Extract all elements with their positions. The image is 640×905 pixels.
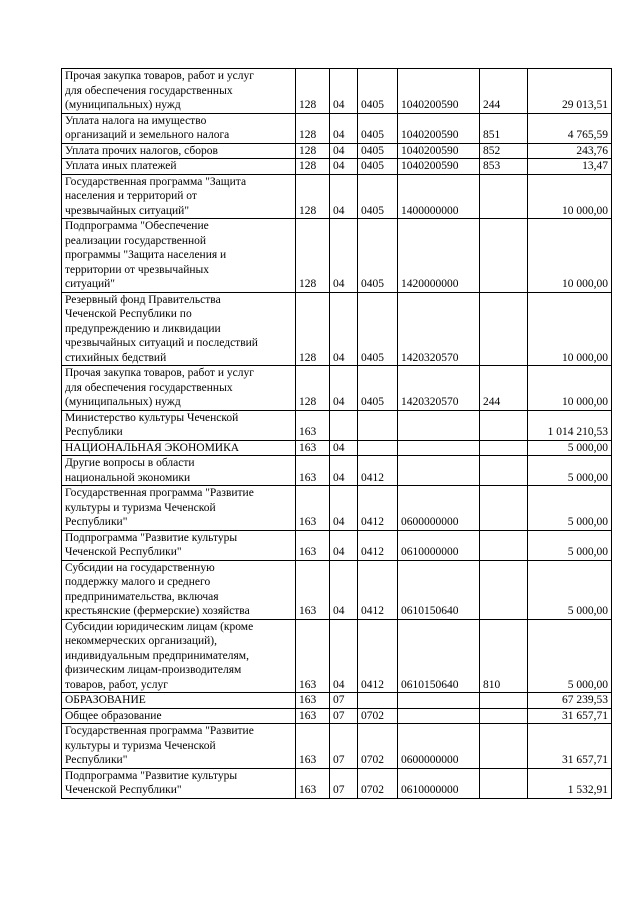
table-row <box>62 693 612 709</box>
row-grbs-cell: 163 <box>296 724 330 769</box>
row-section-cell: 04 <box>330 219 358 293</box>
row-grbs-cell: 163 <box>296 486 330 531</box>
row-section-cell: 04 <box>330 292 358 366</box>
row-amount-cell: 5 000,00 <box>528 530 612 560</box>
row-subsection-cell: 0405 <box>358 292 398 366</box>
table-row <box>62 530 612 560</box>
table-row <box>62 143 612 159</box>
row-subsection-cell: 0702 <box>358 724 398 769</box>
table-row <box>62 486 612 531</box>
table-row <box>62 768 612 798</box>
row-target-article-cell: 0600000000 <box>398 486 480 531</box>
row-amount-cell: 5 000,00 <box>528 486 612 531</box>
row-grbs-cell: 163 <box>296 693 330 709</box>
row-expense-type-cell <box>480 292 528 366</box>
row-amount-cell: 1 532,91 <box>528 768 612 798</box>
table-row <box>62 440 612 456</box>
row-name-cell: Государственная программа "Развитие культуры и туризма Чеченской Республики" <box>62 486 296 531</box>
row-name-cell: Прочая закупка товаров, работ и услуг для обеспечения государственных (муниципальных) нужд <box>62 366 296 411</box>
row-grbs-cell: 163 <box>296 619 330 693</box>
row-section-cell: 04 <box>330 143 358 159</box>
row-target-article-cell: 1040200590 <box>398 69 480 114</box>
row-target-article-cell: 1040200590 <box>398 143 480 159</box>
row-subsection-cell: 0405 <box>358 366 398 411</box>
row-target-article-cell <box>398 693 480 709</box>
row-subsection-cell: 0405 <box>358 219 398 293</box>
row-section-cell: 04 <box>330 113 358 143</box>
row-name-cell: Уплата налога на имущество организаций и земельного налога <box>62 113 296 143</box>
row-amount-cell: 31 657,71 <box>528 708 612 724</box>
row-grbs-cell: 128 <box>296 143 330 159</box>
row-section-cell: 04 <box>330 560 358 619</box>
row-grbs-cell: 163 <box>296 768 330 798</box>
row-amount-cell: 5 000,00 <box>528 619 612 693</box>
row-expense-type-cell <box>480 560 528 619</box>
table-row <box>62 219 612 293</box>
row-name-cell: Государственная программа "Защита населения и территорий от чрезвычайных ситуаций" <box>62 174 296 219</box>
row-subsection-cell: 0405 <box>358 113 398 143</box>
row-subsection-cell: 0412 <box>358 560 398 619</box>
row-amount-cell: 10 000,00 <box>528 366 612 411</box>
row-name-cell: ОБРАЗОВАНИЕ <box>62 693 296 709</box>
row-grbs-cell: 128 <box>296 174 330 219</box>
table-row <box>62 292 612 366</box>
row-grbs-cell: 163 <box>296 440 330 456</box>
row-subsection-cell <box>358 440 398 456</box>
row-section-cell: 04 <box>330 530 358 560</box>
row-name-cell: Уплата прочих налогов, сборов <box>62 143 296 159</box>
row-name-cell: Министерство культуры Чеченской Республики <box>62 410 296 440</box>
row-expense-type-cell <box>480 219 528 293</box>
row-amount-cell: 5 000,00 <box>528 440 612 456</box>
table-row <box>62 113 612 143</box>
row-subsection-cell: 0702 <box>358 708 398 724</box>
row-subsection-cell <box>358 693 398 709</box>
row-target-article-cell: 1400000000 <box>398 174 480 219</box>
row-target-article-cell: 1040200590 <box>398 159 480 175</box>
row-grbs-cell: 163 <box>296 560 330 619</box>
row-subsection-cell: 0412 <box>358 619 398 693</box>
row-section-cell <box>330 410 358 440</box>
row-target-article-cell <box>398 440 480 456</box>
table-row <box>62 159 612 175</box>
row-target-article-cell: 0610150640 <box>398 619 480 693</box>
table-row <box>62 619 612 693</box>
row-expense-type-cell <box>480 410 528 440</box>
table-row <box>62 69 612 114</box>
row-target-article-cell <box>398 456 480 486</box>
row-expense-type-cell: 852 <box>480 143 528 159</box>
row-grbs-cell: 128 <box>296 113 330 143</box>
row-target-article-cell: 0610000000 <box>398 768 480 798</box>
row-name-cell: Субсидии на государственную поддержку малого и среднего предпринимательства, включая крестьянские (фермерские) хозяйства <box>62 560 296 619</box>
row-section-cell: 04 <box>330 174 358 219</box>
row-grbs-cell: 163 <box>296 456 330 486</box>
budget-table <box>61 68 612 799</box>
row-target-article-cell <box>398 410 480 440</box>
row-grbs-cell: 128 <box>296 219 330 293</box>
row-section-cell: 07 <box>330 693 358 709</box>
row-expense-type-cell: 810 <box>480 619 528 693</box>
row-section-cell: 04 <box>330 159 358 175</box>
row-name-cell: Государственная программа "Развитие культуры и туризма Чеченской Республики" <box>62 724 296 769</box>
row-expense-type-cell <box>480 174 528 219</box>
table-row <box>62 560 612 619</box>
row-amount-cell: 5 000,00 <box>528 560 612 619</box>
row-subsection-cell: 0405 <box>358 174 398 219</box>
row-section-cell: 07 <box>330 724 358 769</box>
row-section-cell: 07 <box>330 708 358 724</box>
row-target-article-cell <box>398 708 480 724</box>
row-name-cell: Субсидии юридическим лицам (кроме некоммерческих организаций), индивидуальным предпринимателям, физическим лицам-производителям товаров, работ, услуг <box>62 619 296 693</box>
row-section-cell: 04 <box>330 366 358 411</box>
row-section-cell: 04 <box>330 440 358 456</box>
row-expense-type-cell: 244 <box>480 69 528 114</box>
row-expense-type-cell: 244 <box>480 366 528 411</box>
row-target-article-cell: 0610150640 <box>398 560 480 619</box>
row-section-cell: 04 <box>330 69 358 114</box>
row-name-cell: Резервный фонд Правительства Чеченской Республики по предупреждению и ликвидации чрезвычайных ситуаций и последствий стихийных бедствий <box>62 292 296 366</box>
row-amount-cell: 1 014 210,53 <box>528 410 612 440</box>
row-amount-cell: 5 000,00 <box>528 456 612 486</box>
row-grbs-cell: 128 <box>296 292 330 366</box>
row-target-article-cell: 0610000000 <box>398 530 480 560</box>
row-section-cell: 04 <box>330 619 358 693</box>
row-grbs-cell: 163 <box>296 410 330 440</box>
row-amount-cell: 31 657,71 <box>528 724 612 769</box>
row-grbs-cell: 128 <box>296 159 330 175</box>
row-expense-type-cell <box>480 693 528 709</box>
row-expense-type-cell <box>480 530 528 560</box>
row-amount-cell: 29 013,51 <box>528 69 612 114</box>
row-expense-type-cell <box>480 708 528 724</box>
table-row <box>62 366 612 411</box>
table-row <box>62 724 612 769</box>
table-row <box>62 708 612 724</box>
row-section-cell: 07 <box>330 768 358 798</box>
row-name-cell: Подпрограмма "Развитие культуры Чеченской Республики" <box>62 768 296 798</box>
row-amount-cell: 4 765,59 <box>528 113 612 143</box>
row-name-cell: НАЦИОНАЛЬНАЯ ЭКОНОМИКА <box>62 440 296 456</box>
row-subsection-cell: 0405 <box>358 159 398 175</box>
row-amount-cell: 10 000,00 <box>528 292 612 366</box>
row-name-cell: Подпрограмма "Развитие культуры Чеченской Республики" <box>62 530 296 560</box>
row-section-cell: 04 <box>330 456 358 486</box>
table-row <box>62 410 612 440</box>
row-name-cell: Прочая закупка товаров, работ и услуг для обеспечения государственных (муниципальных) нужд <box>62 69 296 114</box>
row-subsection-cell: 0405 <box>358 69 398 114</box>
row-expense-type-cell <box>480 456 528 486</box>
row-grbs-cell: 128 <box>296 366 330 411</box>
row-target-article-cell: 1040200590 <box>398 113 480 143</box>
row-section-cell: 04 <box>330 486 358 531</box>
row-amount-cell: 10 000,00 <box>528 174 612 219</box>
row-amount-cell: 243,76 <box>528 143 612 159</box>
row-subsection-cell <box>358 410 398 440</box>
row-subsection-cell: 0412 <box>358 486 398 531</box>
row-expense-type-cell <box>480 768 528 798</box>
row-grbs-cell: 128 <box>296 69 330 114</box>
row-target-article-cell: 1420320570 <box>398 292 480 366</box>
row-subsection-cell: 0405 <box>358 143 398 159</box>
row-name-cell: Общее образование <box>62 708 296 724</box>
row-subsection-cell: 0412 <box>358 530 398 560</box>
row-name-cell: Уплата иных платежей <box>62 159 296 175</box>
row-grbs-cell: 163 <box>296 708 330 724</box>
row-expense-type-cell <box>480 724 528 769</box>
row-target-article-cell: 1420000000 <box>398 219 480 293</box>
row-expense-type-cell: 851 <box>480 113 528 143</box>
row-target-article-cell: 1420320570 <box>398 366 480 411</box>
row-target-article-cell: 0600000000 <box>398 724 480 769</box>
budget-table-body <box>62 69 612 799</box>
row-expense-type-cell <box>480 440 528 456</box>
row-grbs-cell: 163 <box>296 530 330 560</box>
row-expense-type-cell: 853 <box>480 159 528 175</box>
table-row <box>62 174 612 219</box>
row-subsection-cell: 0412 <box>358 456 398 486</box>
row-name-cell: Другие вопросы в области национальной экономики <box>62 456 296 486</box>
row-subsection-cell: 0702 <box>358 768 398 798</box>
row-amount-cell: 13,47 <box>528 159 612 175</box>
table-row <box>62 456 612 486</box>
row-amount-cell: 67 239,53 <box>528 693 612 709</box>
row-amount-cell: 10 000,00 <box>528 219 612 293</box>
row-name-cell: Подпрограмма "Обеспечение реализации государственной программы "Защита населения и территории от чрезвычайных ситуаций" <box>62 219 296 293</box>
row-expense-type-cell <box>480 486 528 531</box>
